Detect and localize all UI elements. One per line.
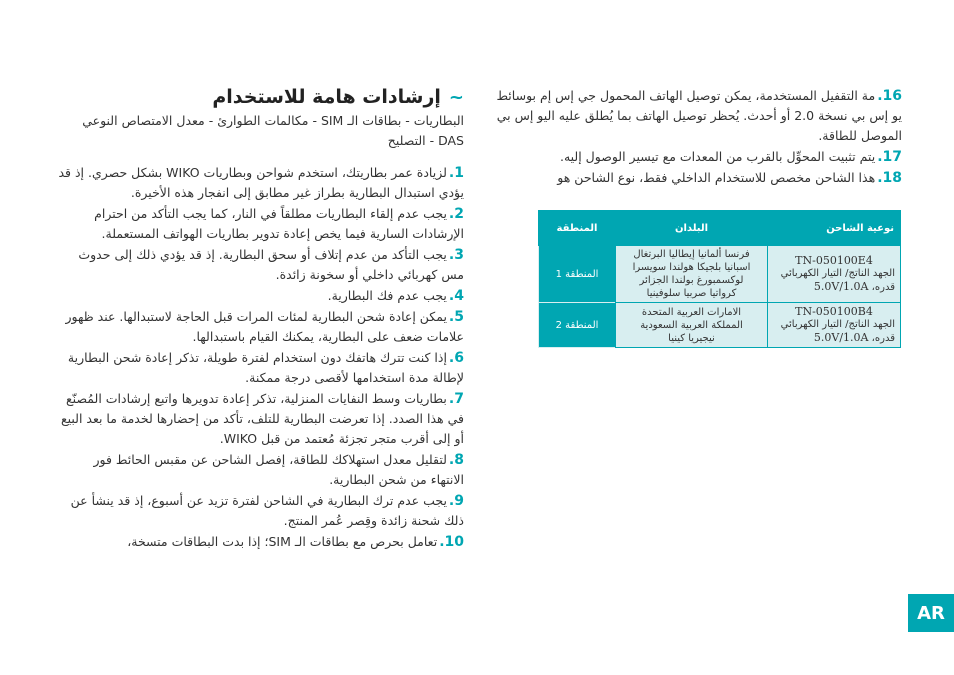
item-text: يتم تثبيت المحوِّل بالقرب من المعدات مع تيسير الوصول إليه. (559, 149, 876, 164)
list-item (58, 532, 464, 552)
list-item (58, 389, 464, 449)
item-number: 4. (448, 288, 464, 304)
model-cell (768, 303, 901, 348)
list-item (58, 491, 464, 531)
left-column (58, 86, 464, 553)
header-region: المنطقة (539, 211, 616, 246)
item-number: 1. (448, 165, 464, 181)
list-item (58, 286, 464, 306)
region-cell: المنطقة 2 (539, 303, 616, 348)
list-item (58, 204, 464, 244)
item-text: لزيادة عمر بطاريتك، استخدم شواحن وبطاريات WIKO بشكل حصري. إذ قد يؤدي استبدال البطارية بطراز غير مطابق إلى انفجار هذه الأخيرة. (58, 165, 464, 200)
model-output-line (773, 280, 895, 294)
item-number: 5. (448, 309, 464, 325)
countries-cell (616, 303, 768, 348)
model-output-line (773, 331, 895, 345)
table-header-row (539, 211, 901, 246)
item-number: 6. (448, 350, 464, 366)
model-output-prefix: قدره، (868, 333, 895, 344)
item-number: 2. (448, 206, 464, 222)
model-output-prefix: قدره، (868, 282, 895, 293)
item-number: 9. (448, 493, 464, 509)
table-row (539, 303, 901, 348)
country-line: كرواتيا صربيا سلوفينيا (646, 288, 737, 299)
right-item-list (492, 86, 902, 188)
item-number: 18. (877, 170, 902, 186)
item-number: 8. (448, 452, 464, 468)
list-item (58, 348, 464, 388)
list-item (492, 86, 902, 146)
country-line: نيجيريا كينيا (668, 332, 715, 344)
list-item (58, 245, 464, 285)
country-line: فرنسا ألمانيا إيطاليا البرتغال (633, 249, 750, 260)
region-cell: المنطقة 1 (539, 246, 616, 303)
country-line: لوكسمبورغ بولندا الجزائر (639, 275, 744, 286)
list-item (58, 307, 464, 347)
item-text: يجب عدم فك البطارية. (327, 288, 447, 303)
item-number: 7. (448, 391, 464, 407)
model-output: 5.0V/1.0A (813, 280, 869, 293)
item-text: يمكن إعادة شحن البطارية لمئات المرات قبل الحاجة لاستبدالها. عند ظهور علامات ضعف على البطارية، يمكنك القيام باستبدالها. (65, 309, 464, 344)
table-body (539, 246, 901, 348)
table-row (539, 246, 901, 303)
item-text: يجب التأكد من عدم إتلاف أو سحق البطارية. إذ قد يؤدي ذلك إلى حدوث مس كهربائي داخلي أو سخونة زائدة. (78, 247, 464, 282)
country-line: الامارات العربية المتحدة (641, 306, 742, 318)
item-text: هذا الشاحن مخصص للاستخدام الداخلي فقط، نوع الشاحن هو (557, 170, 876, 185)
item-text: تعامل بحرص مع بطاقات الـ SIM؛ إذا بدت البطاقات متسخة، (127, 534, 438, 549)
header-countries: البلدان (616, 211, 768, 246)
item-text: إذا كنت تترك هاتفك دون استخدام لفترة طويلة، تذكر إعادة شحن البطارية لإطالة مدة استخدامها لأقصى درجة ممكنة. (67, 350, 464, 385)
model-desc: الجهد الناتج/ التيار الكهربائي (780, 268, 895, 279)
model-code: TN-050100B4 (795, 305, 873, 318)
item-text: لتقليل معدل استهلاكك للطاقة، إفصل الشاحن عن مقبس الحائط فور الانتهاء من شحن البطارية. (93, 452, 464, 487)
country-line: اسبانيا بلجيكا هولندا سويسرا (632, 262, 751, 273)
item-text: يجب عدم ترك البطارية في الشاحن لفترة تزيد عن أسبوع، إذ قد ينشأ عن ذلك شحنة زائدة وقِصر عُمر المنتج. (70, 493, 464, 528)
list-item (492, 168, 902, 188)
language-badge: AR (908, 594, 954, 632)
item-number: 16. (877, 88, 902, 104)
section-heading (58, 86, 464, 108)
model-desc: الجهد الناتج/ التيار الكهربائي (780, 319, 895, 330)
model-cell (768, 246, 901, 303)
right-column (492, 86, 902, 189)
header-model: نوعية الشاحن (768, 211, 901, 246)
item-text: يجب عدم إلقاء البطاريات مطلقاً في النار، كما يجب التأكد من احترام الإرشادات السارية فيما يخص إعادة تدوير بطاريات الهواتف المستعملة. (94, 206, 464, 241)
section-subheading: البطاريات - بطاقات الـ SIM - مكالمات الطوارئ - معدل الامتصاص النوعي DAS - التصليح (82, 113, 464, 148)
item-number: 17. (877, 149, 902, 165)
item-number: 3. (448, 247, 464, 263)
heading-tilde: ~ (448, 87, 464, 108)
heading-title: إرشادات هامة للاستخدام (212, 86, 441, 108)
countries-cell (616, 246, 768, 303)
list-item (492, 147, 902, 167)
model-output: 5.0V/1.0A (813, 331, 869, 344)
list-item (58, 450, 464, 490)
item-number: 10. (439, 534, 464, 550)
list-item (58, 163, 464, 203)
country-line: المملكة العربية السعودية (640, 319, 743, 331)
left-item-list (58, 163, 464, 552)
item-text: بطاريات وسط النفايات المنزلية، تذكر إعادة تدويرها واتبع إرشادات المُصنّع في هذا الصدد. إذا تعرضت البطارية للتلف، تأكد من إحضارها لخدمة ما بعد البيع أو إلى أقرب متجر تجزئة مُعتمد من قبل WIKO. (60, 391, 464, 446)
model-code: TN-050100E4 (795, 254, 873, 267)
item-text: مة التقفيل المستخدمة، يمكن توصيل الهاتف المحمول جي إس إم بوسائط يو إس بي نسخة 2.0 أو أحدث. يُحظر توصيل الهاتف بما يُطلق عليه اليو إس بي الموصل للطاقة. (496, 88, 902, 143)
charter-table (538, 210, 901, 348)
